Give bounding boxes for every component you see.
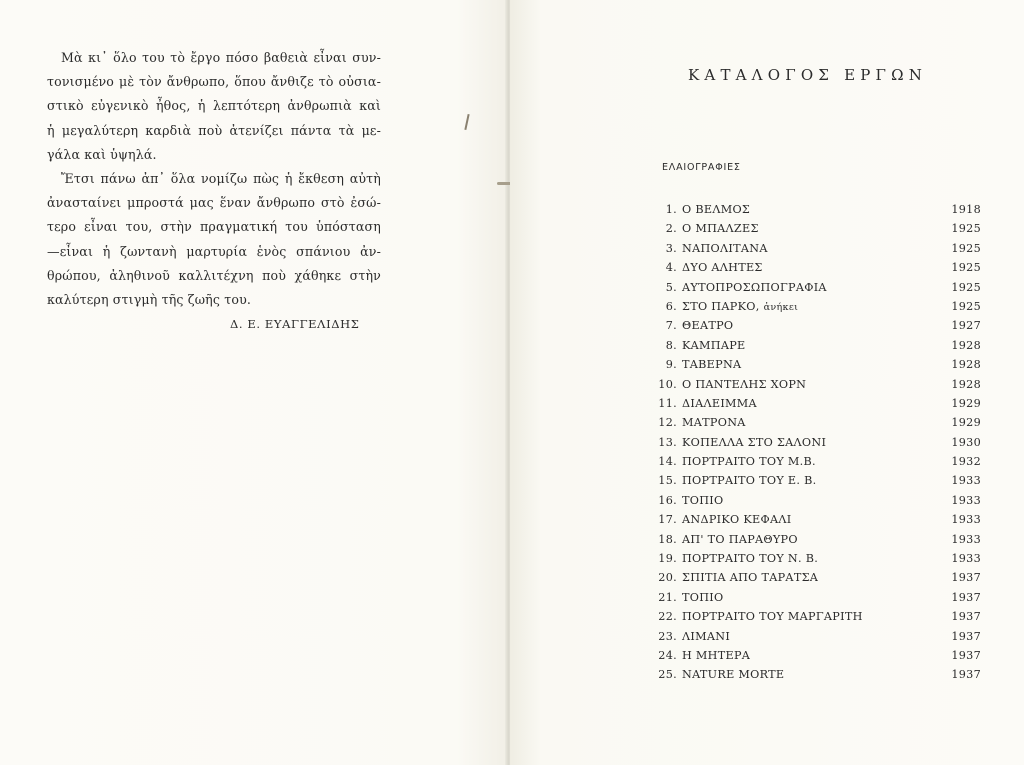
work-entry [651,588,981,607]
works-list [651,200,981,685]
work-title: ΘΕΑΤΡΟ [682,319,734,333]
work-number: 25. [658,668,677,682]
work-entry [651,433,981,452]
work-entry [651,510,981,529]
text-line: τερο εἶναι του, στὴν πραγματική του ὑπόσταση [47,219,381,235]
work-title: ΔΥΟ ΑΛΗΤΕΣ [682,261,763,275]
text-line: —εἶναι ἡ ζωντανὴ μαρτυρία ἑνὸς σπάνιου ἀν- [47,243,381,259]
work-title: ΤΟΠΙΟ [682,493,724,507]
work-year: 1929 [951,416,981,430]
work-entry [651,297,981,316]
work-entry [651,627,981,646]
work-entry [651,530,981,549]
work-title: ΠΟΡΤΡΑΙΤΟ ΤΟΥ Ν. Β. [682,552,819,566]
work-entry [651,568,981,587]
work-number: 8. [665,338,677,352]
work-note: ἀνήκει [763,301,799,313]
work-year: 1932 [951,455,981,469]
work-year: 1933 [951,474,981,488]
author-signature: Δ. Ε. ΕΥΑΓΓΕΛΙΔΗΣ [230,317,360,331]
work-year: 1937 [951,610,981,624]
stray-ink-mark [464,114,469,130]
work-title: ΠΟΡΤΡΑΙΤΟ ΤΟΥ ΜΑΡΓΑΡΙΤΗ [682,610,863,624]
text-line: Ἔτσι πάνω ἀπ᾽ ὅλα νομίζω πὼς ἡ ἔκθεση αὐτὴ [61,171,381,187]
work-entry [651,413,981,432]
work-entry [651,200,981,219]
work-year: 1927 [951,319,981,333]
work-entry [651,375,981,394]
work-title: Ο ΜΠΑΛΖΕΣ [682,222,759,236]
work-title: ΜΑΤΡΟΝΑ [682,416,746,430]
work-entry [651,394,981,413]
work-number: 9. [665,358,677,372]
work-year: 1925 [951,261,981,275]
work-title: ΚΑΜΠΑΡΕ [682,338,746,352]
work-entry [651,278,981,297]
work-number: 22. [658,610,677,624]
work-year: 1928 [951,358,981,372]
work-year: 1937 [951,571,981,585]
work-entry [651,239,981,258]
work-entry [651,355,981,374]
work-title: ΚΟΠΕΛΛΑ ΣΤΟ ΣΑΛΟΝΙ [682,435,827,449]
work-number: 23. [658,629,677,643]
work-title: ΑΥΤΟΠΡΟΣΩΠΟΓΡΑΦΙΑ [682,280,827,294]
work-number: 11. [658,396,677,410]
work-title: ΔΙΑΛΕΙΜΜΑ [682,396,757,410]
text-line: ἀνασταίνει μπροστά μας ἕναν ἄνθρωπο στὸ ἐσώ- [47,195,381,211]
work-entry [651,219,981,238]
paragraph-1 [47,46,381,167]
section-heading: ΕΛΑΙΟΓΡΑΦΙΕΣ [662,162,741,173]
work-year: 1937 [951,668,981,682]
work-entry [651,491,981,510]
work-number: 21. [658,590,677,604]
work-title: ΣΤΟ ΠΑΡΚΟ, [682,299,760,313]
left-page [0,0,508,765]
work-title: Ο ΒΕΛΜΟΣ [682,203,751,216]
work-number: 12. [658,416,677,430]
work-title: ΠΟΡΤΡΑΙΤΟ ΤΟΥ Ε. Β. [682,474,817,488]
work-number: 16. [658,493,677,507]
work-year: 1918 [951,203,981,216]
work-year: 1937 [951,590,981,604]
work-number: 15. [658,474,677,488]
work-entry [651,452,981,471]
essay-text [47,46,381,312]
work-number: 4. [665,261,677,275]
work-year: 1933 [951,552,981,566]
text-line: γάλα καὶ ὑψηλά. [47,146,157,162]
work-title: Η ΜΗΤΕΡΑ [682,648,751,662]
work-year: 1937 [951,648,981,662]
work-title: NATURE MORTE [682,668,785,682]
work-number: 20. [658,571,677,585]
work-title: ΣΠΙΤΙΑ ΑΠΟ ΤΑΡΑΤΣΑ [682,571,819,585]
text-line: τονισμένο μὲ τὸν ἄνθρωπο, ὅπου ἄνθιζε τὸ οὐσια- [47,74,381,90]
work-year: 1925 [951,280,981,294]
work-year: 1925 [951,241,981,255]
work-year: 1929 [951,396,981,410]
work-number: 19. [658,552,677,566]
text-line: καλύτερη στιγμὴ τῆς ζωῆς του. [47,292,252,308]
text-line: στικὸ εὐγενικὸ ἦθος, ἡ λεπτότερη ἀνθρωπιὰ καὶ [47,98,381,114]
text-line: Μὰ κι᾽ ὅλο του τὸ ἔργο πόσο βαθειὰ εἶναι συν- [61,50,381,65]
work-entry [651,258,981,277]
work-number: 14. [658,455,677,469]
work-number: 24. [658,648,677,662]
work-year: 1937 [951,629,981,643]
work-year: 1933 [951,532,981,546]
work-title: ΑΝΔΡΙΚΟ ΚΕΦΑΛΙ [682,513,792,527]
text-line: θρώπου, ἀληθινοῦ καλλιτέχνη ποὺ χάθηκε στὴν [47,267,381,283]
work-number: 1. [665,203,677,216]
work-year: 1928 [951,377,981,391]
work-entry [651,607,981,626]
work-year: 1925 [951,299,981,313]
work-entry [651,549,981,568]
work-year: 1930 [951,435,981,449]
work-number: 10. [658,377,677,391]
work-year: 1925 [951,222,981,236]
work-title: Ο ΠΑΝΤΕΛΗΣ ΧΟΡΝ [682,377,807,391]
work-title: ΛΙΜΑΝΙ [682,629,731,643]
work-title: ΤΟΠΙΟ [682,590,724,604]
work-number: 6. [665,299,677,313]
work-number: 7. [665,319,677,333]
work-number: 18. [658,532,677,546]
work-number: 5. [665,280,677,294]
work-title: ΑΠ' ΤΟ ΠΑΡΑΘΥΡΟ [682,532,798,546]
work-entry [651,665,981,684]
catalog-title: ΚΑΤΑΛΟΓΟΣ ΕΡΓΩΝ [688,66,928,84]
work-entry [651,646,981,665]
work-entry [651,336,981,355]
paragraph-2 [47,167,381,312]
work-entry [651,471,981,490]
work-number: 17. [658,513,677,527]
work-number: 3. [665,241,677,255]
work-year: 1933 [951,493,981,507]
work-year: 1928 [951,338,981,352]
text-line: ἡ μεγαλύτερη καρδιὰ ποὺ ἀτενίζει πάντα τὰ με- [47,122,381,138]
work-number: 2. [665,222,677,236]
work-title: ΤΑΒΕΡΝΑ [682,358,742,372]
work-title: ΠΟΡΤΡΑΙΤΟ ΤΟΥ Μ.Β. [682,455,816,469]
work-year: 1933 [951,513,981,527]
work-title: ΝΑΠΟΛΙΤΑΝΑ [682,241,768,255]
work-entry [651,316,981,335]
work-number: 13. [658,435,677,449]
